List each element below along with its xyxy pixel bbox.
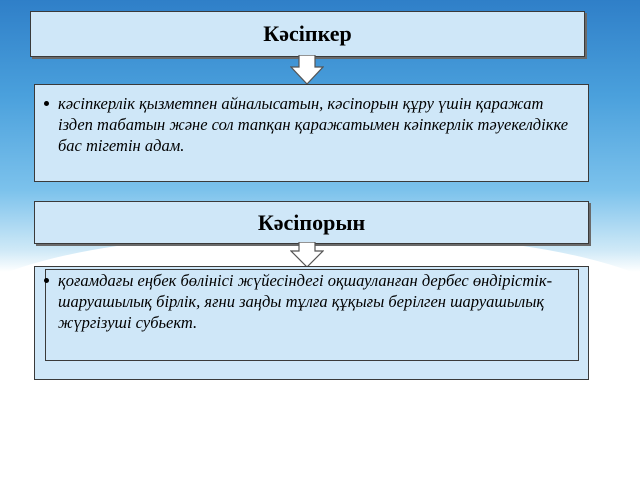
enterprise-definition: қоғамдағы еңбек бөлінісі жүйесіндегі оқшауланған дербес өндірістік-шаруашылық бірлік, яғни заңды тұлға құқығы берілген шаруашылық жүргізуші субьект. — [58, 271, 553, 332]
enterprise-title: Кәсіпорын — [257, 209, 366, 235]
bullet-dot-icon — [44, 278, 49, 283]
entrepreneur-title-box — [30, 11, 585, 57]
down-arrow-icon — [290, 55, 324, 85]
enterprise-title-box — [34, 201, 589, 244]
entrepreneur-title: Кәсіпкер — [263, 21, 352, 46]
entrepreneur-definition: кәсіпкерлік қызметпен айналысатын, кәсіпорын құру үшін қаражат іздеп табатын және сол тапқан қаражатымен кәіпкерлік тәуекелдікке бас тігетін адам. — [58, 94, 569, 155]
bullet-dot-icon — [44, 101, 49, 106]
down-arrow-icon — [290, 242, 324, 268]
